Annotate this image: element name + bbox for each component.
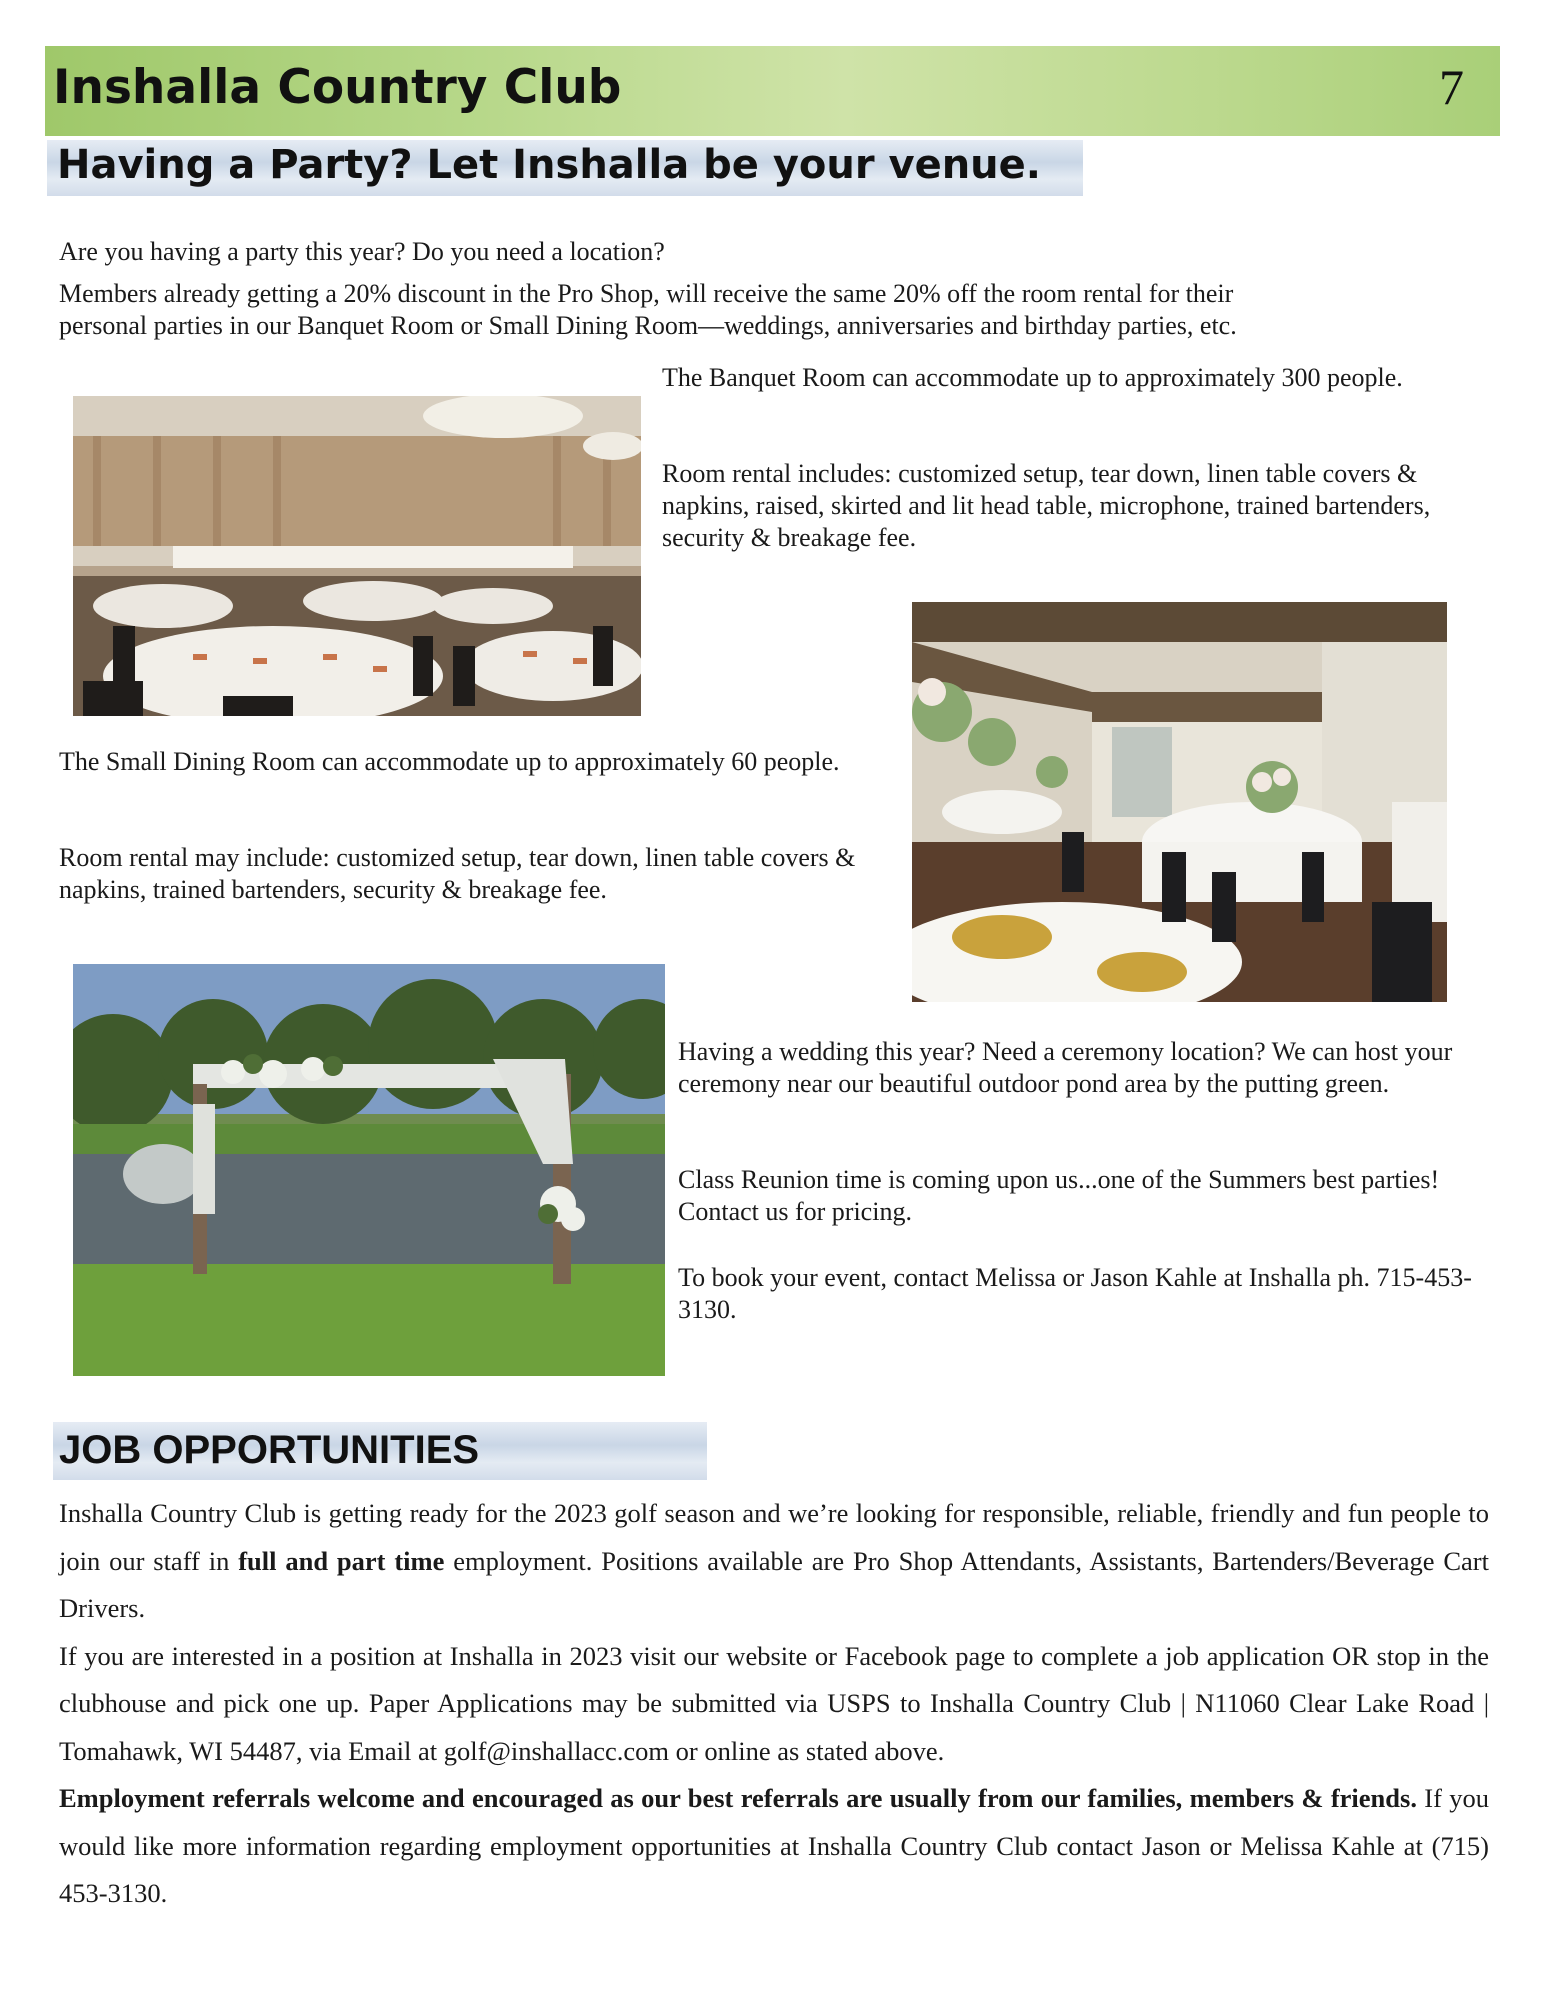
- jobs-para1-b: employment. Positions available are Pro Shop Attendants, Assistants, Bartenders/Beverage Cart Drivers.: [59, 1545, 1489, 1623]
- small-dining-room-photo: [912, 602, 1447, 1002]
- banquet-capacity-text: The Banquet Room can accommodate up to approximately 300 people.: [662, 363, 1403, 392]
- jobs-para1-a: Inshalla Country Club is getting ready for the 2023 golf season and we’re looking for responsible, reliable, friendly and fun people to join our staff in: [59, 1498, 1489, 1576]
- party-heading: Having a Party? Let Inshalla be your venue.: [57, 142, 1041, 188]
- reunion-text: Class Reunion time is coming upon us...one of the Summers best parties! Contact us for pricing.: [678, 1165, 1440, 1226]
- jobs-heading: JOB OPPORTUNITIES: [59, 1428, 480, 1472]
- jobs-heading-banner: [53, 1422, 707, 1480]
- jobs-body: [59, 1490, 1489, 1918]
- wedding-text: Having a wedding this year? Need a ceremony location? We can host your ceremony near our beautiful outdoor pond area by the putting green.: [678, 1037, 1453, 1098]
- jobs-para1-bold: full and part time: [238, 1545, 445, 1576]
- booking-text: To book your event, contact Melissa or Jason Kahle at Inshalla ph. 715-453-3130.: [678, 1263, 1472, 1324]
- wedding-arch-photo: [73, 964, 665, 1376]
- banquet-includes-text: Room rental includes: customized setup, tear down, linen table covers & napkins, raised, skirted and lit head table, microphone, trained bartenders, security & breakage fee.: [662, 459, 1431, 552]
- header-bar: [45, 46, 1500, 136]
- page-number: 7: [1439, 59, 1464, 115]
- small-room-includes-text: Room rental may include: customized setup, tear down, linen table covers & napkins, trained bartenders, security & breakage fee.: [59, 843, 856, 904]
- intro-line-2: personal parties in our Banquet Room or Small Dining Room—weddings, anniversaries and birthday parties, etc.: [59, 311, 1237, 340]
- party-heading-banner: [47, 140, 1083, 196]
- intro-line-1: Members already getting a 20% discount in the Pro Shop, will receive the same 20% off the room rental for their: [59, 279, 1234, 308]
- jobs-para3-rest: If you would like more information regarding employment opportunities at Inshalla Country Club contact Jason or Melissa Kahle at (715) 453-3130.: [59, 1783, 1489, 1908]
- jobs-para2: If you are interested in a position at Inshalla in 2023 visit our website or Facebook page to complete a job application OR stop in the clubhouse and pick one up. Paper Applications may be submitted via USPS to Inshalla Country Club | N11060 Clear Lake Road | Tomahawk, WI 54487, via Email at golf@inshallacc.com or online as stated above.: [59, 1640, 1489, 1766]
- jobs-para3-bold: Employment referrals welcome and encouraged as our best referrals are usually from our families, members & friends.: [59, 1783, 1417, 1813]
- banquet-room-photo: [73, 396, 641, 716]
- small-room-capacity-text: The Small Dining Room can accommodate up to approximately 60 people.: [59, 747, 840, 776]
- newsletter-title: Inshalla Country Club: [53, 60, 622, 115]
- intro-question: Are you having a party this year? Do you need a location?: [59, 237, 665, 266]
